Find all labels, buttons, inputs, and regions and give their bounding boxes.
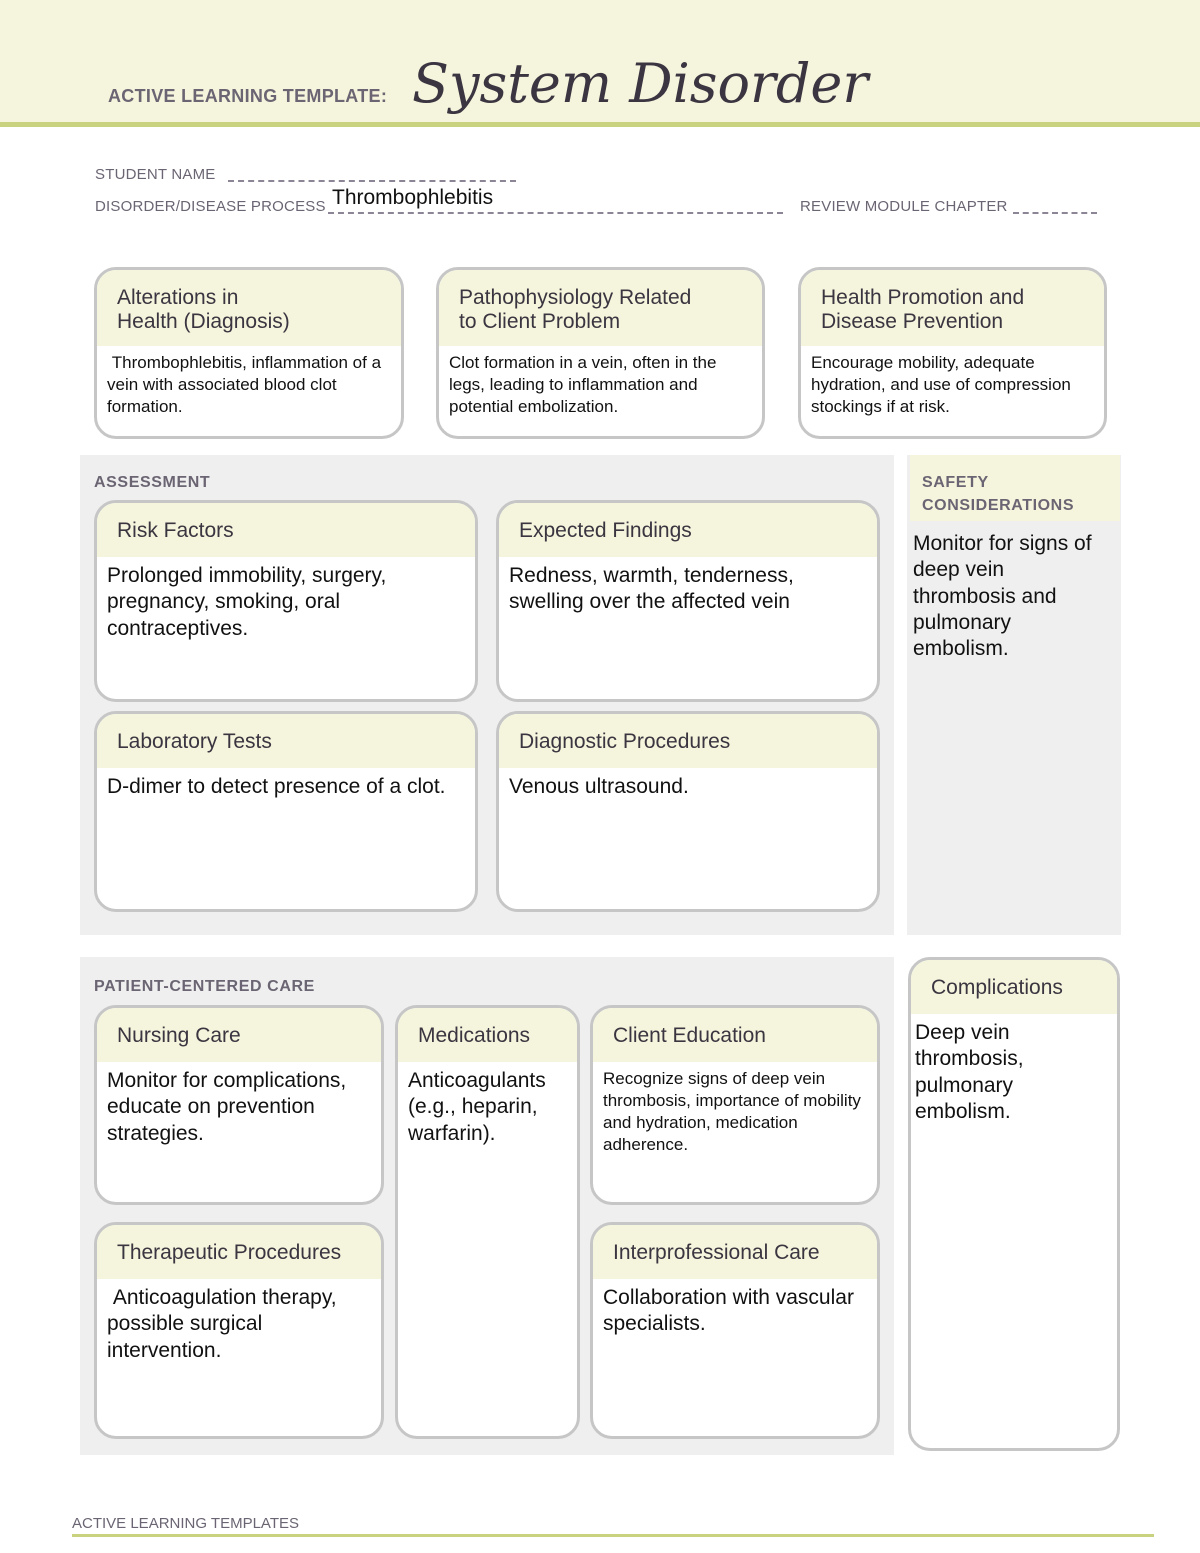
alterations-box <box>94 267 404 439</box>
pathophysiology-title: Pathophysiology Related to Client Problem <box>439 270 762 346</box>
health-promotion-title: Health Promotion and Disease Prevention <box>801 270 1104 346</box>
medications-title: Medications <box>398 1008 577 1062</box>
student-name-line <box>228 180 516 182</box>
assessment-label: ASSESSMENT <box>94 474 211 491</box>
safety-text: Monitor for signs of deep vein thrombosis and pulmonary embolism. <box>913 532 1092 660</box>
diagnostic-procedures-title: Diagnostic Procedures <box>499 714 877 768</box>
complications-title: Complications <box>911 960 1117 1014</box>
medications-text: Anticoagulants (e.g., heparin, warfarin). <box>408 1069 546 1145</box>
alterations-title: Alterations in Health (Diagnosis) <box>97 270 401 346</box>
therapeutic-procedures-title: Therapeutic Procedures <box>97 1225 381 1279</box>
complications-box <box>908 957 1120 1451</box>
nursing-care-box <box>94 1005 384 1205</box>
risk-factors-box <box>94 500 478 702</box>
nursing-care-text: Monitor for complications, educate on prevention strategies. <box>107 1069 347 1145</box>
review-module-line <box>1013 212 1097 214</box>
expected-findings-text: Redness, warmth, tenderness, swelling over the affected vein <box>509 564 794 614</box>
footer-rule <box>72 1534 1154 1537</box>
complications-text: Deep vein thrombosis, pulmonary embolism. <box>915 1021 1024 1123</box>
risk-factors-title: Risk Factors <box>97 503 475 557</box>
student-name-label: STUDENT NAME <box>95 166 216 183</box>
client-education-text: Recognize signs of deep vein thrombosis, importance of mobility and hydration, medication adherence. <box>603 1069 861 1155</box>
laboratory-tests-box <box>94 711 478 912</box>
disorder-line <box>328 212 783 214</box>
template-title: System Disorder <box>412 52 869 115</box>
footer-label: ACTIVE LEARNING TEMPLATES <box>72 1515 299 1532</box>
disorder-label: DISORDER/DISEASE PROCESS <box>95 198 326 215</box>
health-promotion-box <box>798 267 1107 439</box>
diagnostic-procedures-box <box>496 711 880 912</box>
diagnostic-procedures-text: Venous ultrasound. <box>509 775 689 798</box>
laboratory-tests-text: D-dimer to detect presence of a clot. <box>107 775 446 798</box>
patient-care-label: PATIENT-CENTERED CARE <box>94 978 315 995</box>
safety-label: SAFETY CONSIDERATIONS <box>922 474 1075 515</box>
risk-factors-text: Prolonged immobility, surgery, pregnancy, smoking, oral contraceptives. <box>107 564 387 640</box>
health-promotion-text: Encourage mobility, adequate hydration, and use of compression stockings if at risk. <box>811 353 1071 417</box>
expected-findings-box <box>496 500 880 702</box>
interprofessional-care-title: Interprofessional Care <box>593 1225 877 1279</box>
safety-section <box>907 455 1121 935</box>
disorder-field[interactable]: Thrombophlebitis <box>332 186 494 209</box>
laboratory-tests-title: Laboratory Tests <box>97 714 475 768</box>
expected-findings-title: Expected Findings <box>499 503 877 557</box>
template-label: ACTIVE LEARNING TEMPLATE: <box>108 86 388 106</box>
therapeutic-procedures-box <box>94 1222 384 1439</box>
pathophysiology-box <box>436 267 765 439</box>
nursing-care-title: Nursing Care <box>97 1008 381 1062</box>
medications-box <box>395 1005 580 1439</box>
interprofessional-care-box <box>590 1222 880 1439</box>
client-education-title: Client Education <box>593 1008 877 1062</box>
header-rule <box>0 122 1200 127</box>
therapeutic-procedures-text: Anticoagulation therapy, possible surgical intervention. <box>107 1286 343 1362</box>
review-module-label: REVIEW MODULE CHAPTER <box>800 198 1008 215</box>
pathophysiology-text: Clot formation in a vein, often in the legs, leading to inflammation and potential embolization. <box>449 353 717 417</box>
interprofessional-care-text: Collaboration with vascular specialists. <box>603 1286 854 1336</box>
client-education-box <box>590 1005 880 1205</box>
alterations-text: Thrombophlebitis, inflammation of a vein with associated blood clot formation. <box>107 353 386 417</box>
